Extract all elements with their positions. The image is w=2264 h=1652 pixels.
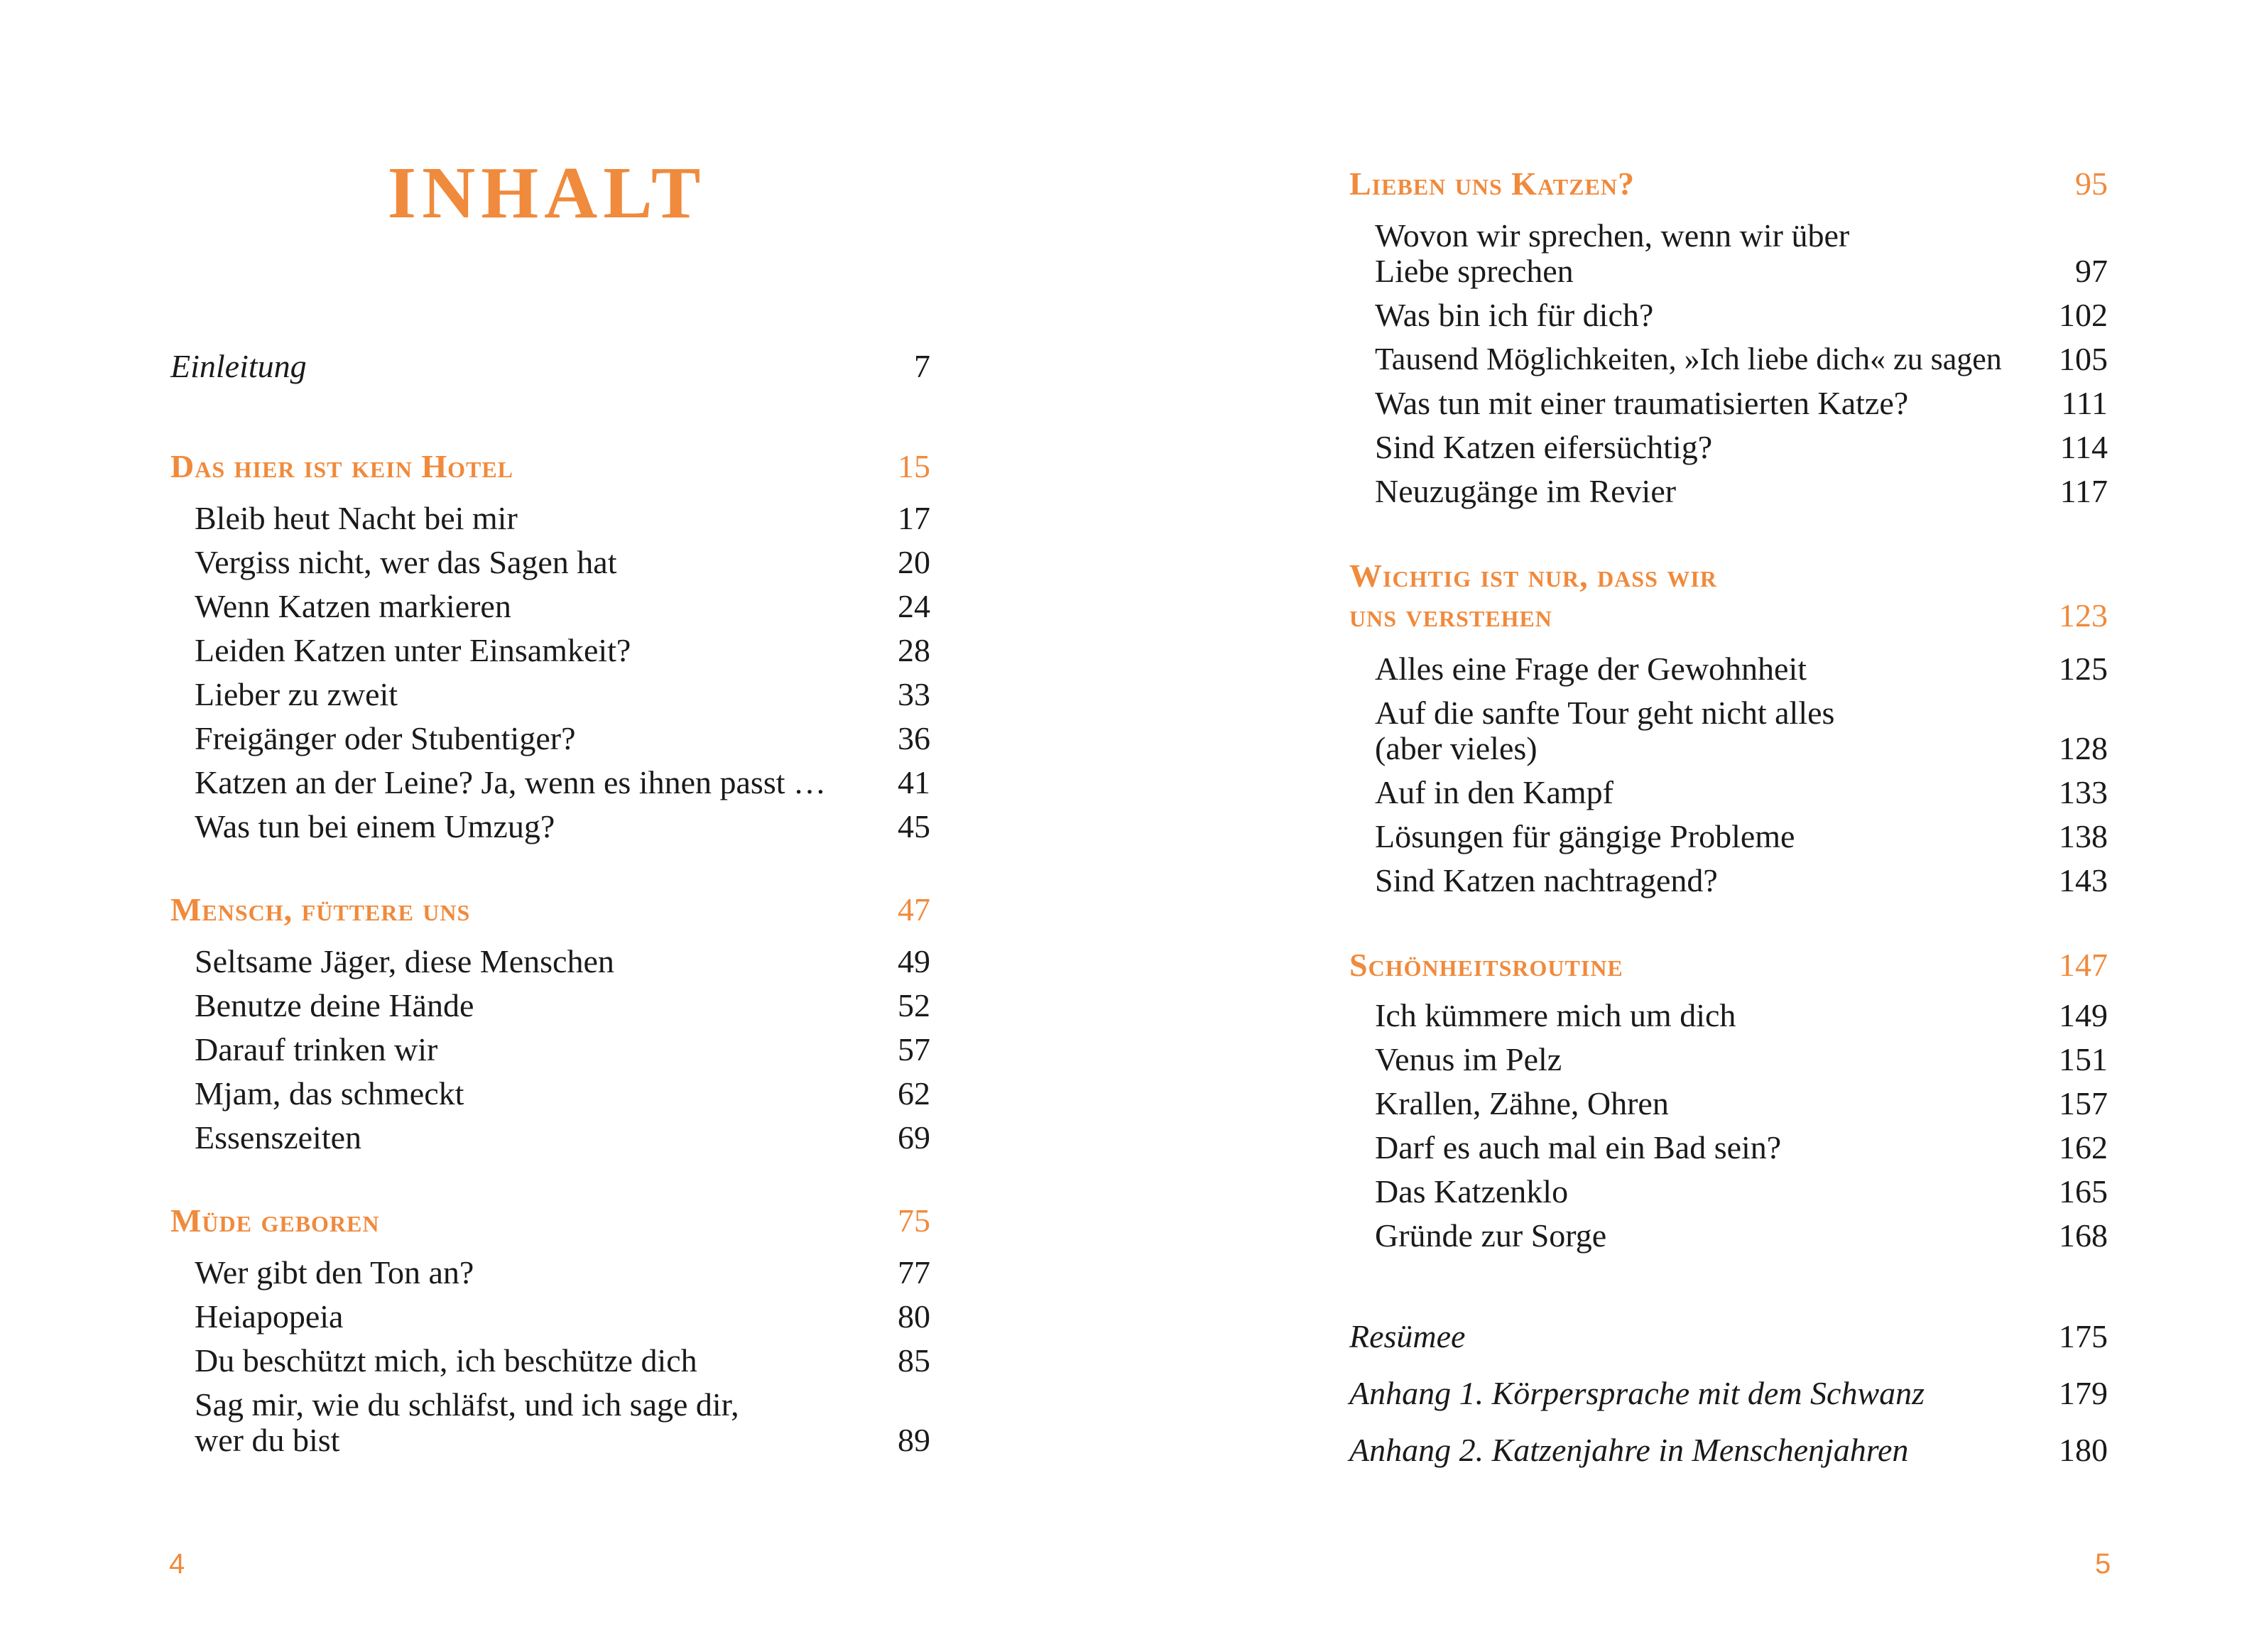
toc-appendix-page: 179 xyxy=(2059,1375,2108,1411)
toc-entry[interactable]: Lieber zu zweit xyxy=(195,676,398,712)
toc-entry[interactable]: Essenszeiten xyxy=(195,1119,362,1156)
toc-entry-page: 17 xyxy=(898,500,930,536)
toc-entry[interactable]: Lösungen für gängige Probleme xyxy=(1375,818,1795,854)
toc-appendix-page: 180 xyxy=(2059,1432,2108,1468)
toc-entry[interactable]: Venus im Pelz xyxy=(1375,1041,1562,1077)
toc-entry-page: 52 xyxy=(898,987,930,1023)
toc-entry-page: 165 xyxy=(2059,1173,2108,1210)
toc-intro-page: 7 xyxy=(914,348,930,384)
toc-entry-page: 143 xyxy=(2059,862,2108,898)
toc-entry[interactable]: Benutze deine Hände xyxy=(195,987,474,1023)
toc-entry-page: 125 xyxy=(2059,651,2108,687)
toc-entry[interactable]: Darf es auch mal ein Bad sein? xyxy=(1375,1129,1782,1165)
toc-entry-page: 24 xyxy=(898,588,930,624)
toc-entry[interactable]: Tausend Möglichkeiten, »Ich liebe dich« zu sagen xyxy=(1375,342,2002,376)
toc-entry-continuation[interactable]: (aber vieles) xyxy=(1375,730,1538,766)
toc-intro-title[interactable]: Einleitung xyxy=(170,348,307,384)
toc-entry-page: 33 xyxy=(898,676,930,712)
toc-entry[interactable]: Heiapopeia xyxy=(195,1298,344,1335)
toc-entry-page: 138 xyxy=(2059,818,2108,854)
toc-entry-page: 111 xyxy=(2061,385,2108,421)
toc-entry[interactable]: Bleib heut Nacht bei mir xyxy=(195,500,518,536)
page-title: INHALT xyxy=(387,152,707,234)
toc-entry-page: 20 xyxy=(898,544,930,580)
toc-entry[interactable]: Wenn Katzen markieren xyxy=(195,588,511,624)
toc-entry[interactable]: Was tun bei einem Umzug? xyxy=(195,808,555,844)
toc-entry-page: 151 xyxy=(2059,1041,2108,1077)
toc-entry-page: 45 xyxy=(898,808,930,844)
toc-entry-page: 133 xyxy=(2059,774,2108,810)
toc-entry-page: 105 xyxy=(2059,341,2108,377)
toc-entry[interactable]: Was tun mit einer traumatisierten Katze? xyxy=(1375,385,1909,421)
toc-entry-page: 62 xyxy=(898,1075,930,1112)
toc-entry-page: 114 xyxy=(2059,429,2108,465)
section-heading[interactable]: Müde geboren xyxy=(170,1202,380,1239)
toc-entry[interactable]: Das Katzenklo xyxy=(1375,1173,1569,1210)
toc-appendix-title[interactable]: Anhang 1. Körpersprache mit dem Schwanz xyxy=(1349,1375,1925,1411)
toc-entry-page: 89 xyxy=(898,1422,930,1458)
toc-entry-page: 77 xyxy=(898,1254,930,1290)
toc-entry-page: 162 xyxy=(2059,1129,2108,1165)
toc-entry-page: 49 xyxy=(898,943,930,979)
toc-entry[interactable]: Neuzugänge im Revier xyxy=(1375,473,1677,509)
toc-entry-page: 117 xyxy=(2059,473,2108,509)
toc-entry[interactable]: Gründe zur Sorge xyxy=(1375,1217,1607,1254)
section-heading[interactable]: Lieben uns Katzen? xyxy=(1349,165,1635,202)
toc-entry-page: 128 xyxy=(2059,730,2108,766)
toc-entry[interactable]: Seltsame Jäger, diese Menschen xyxy=(195,943,614,979)
toc-entry[interactable]: Katzen an der Leine? Ja, wenn es ihnen passt … xyxy=(195,764,827,800)
toc-entry[interactable]: Sind Katzen nachtragend? xyxy=(1375,862,1718,898)
page-number-right: 5 xyxy=(2095,1548,2111,1580)
toc-entry[interactable]: Sind Katzen eifersüchtig? xyxy=(1375,429,1713,465)
toc-entry[interactable]: Wovon wir sprechen, wenn wir über xyxy=(1375,217,1850,254)
section-page-number: 95 xyxy=(2075,165,2108,202)
toc-entry-page: 97 xyxy=(2075,253,2108,289)
section-heading[interactable]: Mensch, füttere uns xyxy=(170,891,471,928)
toc-appendix-title[interactable]: Resümee xyxy=(1349,1318,1466,1354)
section-page-number: 47 xyxy=(898,891,930,928)
toc-entry[interactable]: Ich kümmere mich um dich xyxy=(1375,997,1736,1033)
toc-entry[interactable]: Auf in den Kampf xyxy=(1375,774,1613,810)
section-heading[interactable]: Wichtig ist nur, dass wir xyxy=(1349,558,1717,594)
toc-entry[interactable]: Alles eine Frage der Gewohnheit xyxy=(1375,651,1807,687)
section-heading-continuation[interactable]: uns verstehen xyxy=(1349,597,1552,634)
toc-entry[interactable]: Sag mir, wie du schläfst, und ich sage dir, xyxy=(195,1386,739,1423)
toc-entry-page: 36 xyxy=(898,720,930,756)
toc-entry-page: 28 xyxy=(898,632,930,668)
toc-entry-page: 41 xyxy=(898,764,930,800)
toc-entry[interactable]: Freigänger oder Stubentiger? xyxy=(195,720,576,756)
toc-appendix-title[interactable]: Anhang 2. Katzenjahre in Menschenjahren xyxy=(1349,1432,1909,1468)
toc-entry-page: 80 xyxy=(898,1298,930,1335)
toc-appendix-page: 175 xyxy=(2059,1318,2108,1354)
toc-entry-page: 149 xyxy=(2059,997,2108,1033)
toc-entry-page: 85 xyxy=(898,1342,930,1379)
toc-entry[interactable]: Krallen, Zähne, Ohren xyxy=(1375,1085,1669,1121)
toc-entry-page: 157 xyxy=(2059,1085,2108,1121)
toc-entry[interactable]: Wer gibt den Ton an? xyxy=(195,1254,474,1290)
toc-entry[interactable]: Leiden Katzen unter Einsamkeit? xyxy=(195,632,631,668)
toc-entry[interactable]: Vergiss nicht, wer das Sagen hat xyxy=(195,544,617,580)
toc-entry-page: 168 xyxy=(2059,1217,2108,1254)
toc-entry-page: 57 xyxy=(898,1031,930,1067)
toc-entry[interactable]: Was bin ich für dich? xyxy=(1375,297,1654,333)
right-page xyxy=(1132,0,2264,1652)
toc-entry-page: 69 xyxy=(898,1119,930,1156)
section-page-number: 147 xyxy=(2059,947,2108,983)
section-page-number: 15 xyxy=(898,448,930,484)
toc-entry-continuation[interactable]: Liebe sprechen xyxy=(1375,253,1574,289)
section-page-number: 75 xyxy=(898,1202,930,1239)
section-heading[interactable]: Schönheitsroutine xyxy=(1349,947,1623,983)
toc-entry[interactable]: Mjam, das schmeckt xyxy=(195,1075,464,1112)
toc-entry-continuation[interactable]: wer du bist xyxy=(195,1422,340,1458)
page-number-left: 4 xyxy=(169,1548,185,1580)
toc-entry[interactable]: Darauf trinken wir xyxy=(195,1031,438,1067)
toc-entry[interactable]: Du beschützt mich, ich beschütze dich xyxy=(195,1342,697,1379)
section-page-number: 123 xyxy=(2059,597,2108,634)
toc-entry-page: 102 xyxy=(2059,297,2108,333)
section-heading[interactable]: Das hier ist kein Hotel xyxy=(170,448,514,484)
toc-entry[interactable]: Auf die sanfte Tour geht nicht alles xyxy=(1375,695,1835,731)
